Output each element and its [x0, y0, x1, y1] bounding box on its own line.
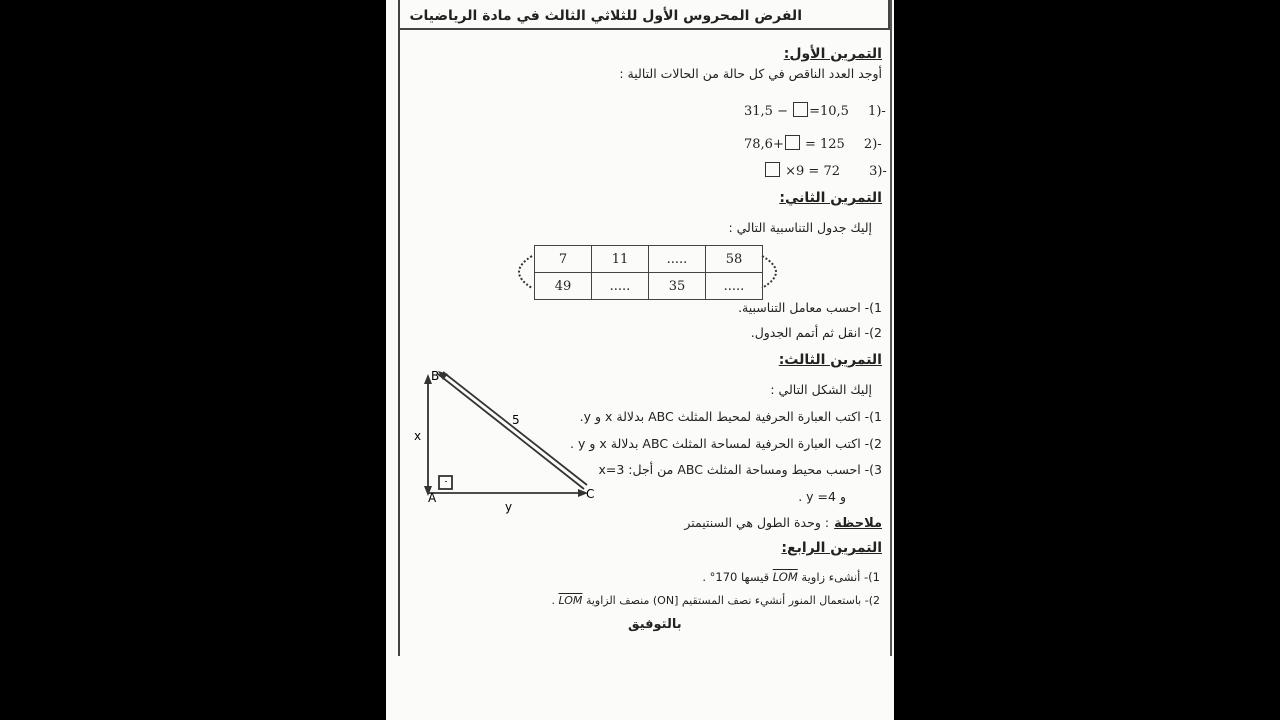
blank-box: [785, 135, 800, 150]
label-y: y: [505, 500, 513, 514]
triangle-figure: [406, 362, 606, 522]
table-cell: 58: [706, 246, 763, 273]
ex4-q2-prefix: 2)- باستعمال المنور أنشيء نصف المستقيم [ON) منصف الزاوية: [585, 594, 880, 607]
table-cell: 35: [649, 273, 706, 300]
ex2-q2: 2)- انقل ثم أتمم الجدول.: [750, 325, 882, 340]
ex1-item-2-expr: 78,6+ = 125: [744, 137, 845, 152]
ex4-heading: التمرين الرابع:: [781, 540, 882, 556]
ex1-item-3: [764, 160, 887, 179]
ex1-item-1: [744, 100, 886, 119]
ex3-q3-second: و y =4 .: [798, 489, 846, 504]
exam-paper: [386, 0, 894, 720]
ex1-item-3-expr: ×9 = 72: [764, 164, 840, 179]
table-row: [535, 273, 763, 300]
ex3-q3: 3)- احسب محيط ومساحة المثلث ABC من أجل: x=3: [598, 462, 882, 477]
ex1-instruction: أوجد العدد الناقص في كل حالة من الحالات التالية :: [619, 66, 882, 81]
table-cell: 49: [535, 273, 592, 300]
ex4-q2: [551, 594, 880, 607]
table-cell: .....: [706, 273, 763, 300]
table-row: [535, 246, 763, 273]
ex1-heading: التمرين الأول:: [783, 46, 882, 62]
ex2-heading: التمرين الثاني:: [779, 190, 882, 206]
proportionality-table: [534, 245, 763, 300]
ex3-intro: إليك الشكل التالي :: [770, 382, 872, 397]
table-cell: .....: [649, 246, 706, 273]
right-angle-mark: [439, 476, 452, 489]
label-A: A: [428, 491, 437, 505]
title-box: [398, 0, 890, 30]
table-cell: .....: [592, 273, 649, 300]
ex1-item-1-expr: 31,5 − =10,5: [744, 104, 849, 119]
exam-title: الفرض المحروس الأول للثلاثي الثالث في مادة الرياضيات: [409, 8, 802, 24]
ex4-q2-suffix: .: [551, 594, 555, 607]
table-cell: 11: [592, 246, 649, 273]
label-hypotenuse: 5: [512, 413, 520, 427]
side-BC: [438, 374, 584, 489]
ex3-note: [684, 512, 882, 531]
label-C: C: [586, 487, 595, 501]
left-bracket: [519, 256, 532, 288]
ex4-q1-prefix: 1)- أنشىء زاوية: [801, 570, 880, 584]
label-x: x: [414, 429, 422, 443]
table-cell: 7: [535, 246, 592, 273]
ex4-q1-angle: LOM: [772, 570, 798, 584]
note-label: ملاحظة: [834, 516, 882, 531]
ex3-heading: التمرين الثالث:: [778, 352, 882, 368]
closing-text: بالتوفيق: [628, 617, 682, 632]
label-B: B: [431, 369, 440, 383]
ex3-q2: 2)- اكتب العبارة الحرفية لمساحة المثلث ABC بدلالة x و y .: [570, 436, 882, 451]
ex2-q1: 1)- احسب معامل التناسبية.: [738, 300, 882, 315]
blank-box: [765, 162, 780, 177]
ex1-item-1-num: 1)-: [868, 104, 886, 119]
ex4-q1: [702, 570, 880, 584]
ex1-item-3-num: 3)-: [869, 164, 887, 179]
blank-box: [793, 102, 808, 117]
ex1-item-2-num: 2)-: [863, 137, 882, 152]
right-bracket: [762, 256, 776, 288]
ex4-q2-angle: LOM: [558, 594, 583, 607]
note-text: : وحدة الطول هي السنتيمتر: [684, 515, 830, 530]
side-BC-double: [443, 372, 587, 485]
ex2-intro: إليك جدول التناسبية التالي :: [728, 220, 872, 235]
ex4-q1-suffix: قيسها 170° .: [702, 570, 770, 584]
ex1-item-2: [744, 133, 882, 152]
ex3-q1: 1)- اكتب العبارة الحرفية لمحيط المثلث ABC بدلالة x و y.: [579, 409, 882, 424]
